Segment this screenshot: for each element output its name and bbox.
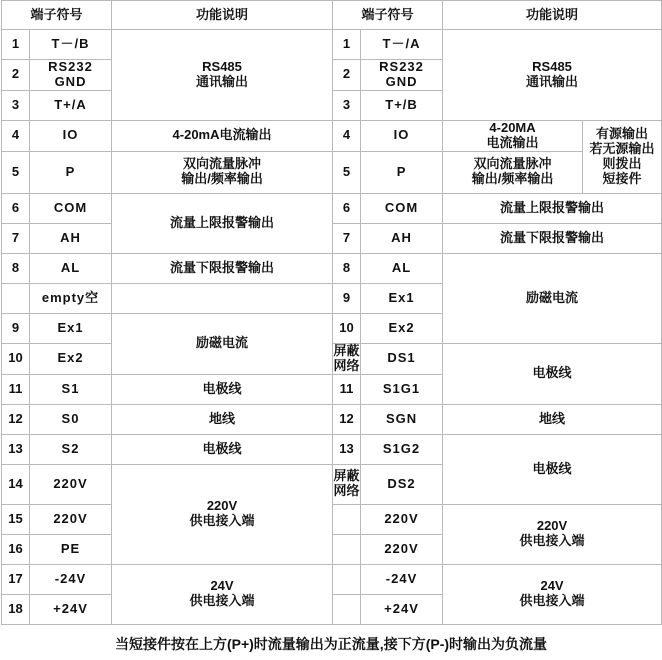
- table-row: [2, 120, 662, 151]
- right-row-symbol: Ex2: [361, 313, 443, 343]
- left-fn-electrode-1: 电极线: [112, 374, 333, 404]
- left-row-symbol: S2: [30, 434, 112, 464]
- table-row: [2, 193, 662, 223]
- left-row-symbol: S1: [30, 374, 112, 404]
- right-row-no: 12: [333, 404, 361, 434]
- left-row-symbol: S0: [30, 404, 112, 434]
- header-right-terminal: 端子符号: [333, 1, 443, 30]
- left-row-no: 6: [2, 193, 30, 223]
- right-row-no: 9: [333, 283, 361, 313]
- table-row: [2, 253, 662, 283]
- right-fn-rs485: RS485 通讯输出: [443, 30, 662, 121]
- right-row-symbol: +24V: [361, 594, 443, 624]
- right-fn-power-24: 24V 供电接入端: [443, 564, 662, 624]
- right-row-no: 屏蔽 网络: [333, 464, 361, 504]
- right-row-no: 10: [333, 313, 361, 343]
- right-fn-pulse: 双向流量脉冲 输出/频率输出: [443, 151, 583, 193]
- right-row-symbol: P: [361, 151, 443, 193]
- left-row-no: [2, 283, 30, 313]
- left-row-symbol: 220V: [30, 464, 112, 504]
- left-row-symbol: P: [30, 151, 112, 193]
- right-fn-ground: 地线: [443, 404, 662, 434]
- left-fn-high-alarm: 流量上限报警输出: [112, 193, 333, 253]
- right-row-no: 7: [333, 223, 361, 253]
- left-row-symbol: IO: [30, 120, 112, 151]
- footer-note: 当短接件按在上方(P+)时流量输出为正流量,接下方(P-)时输出为负流量: [114, 635, 548, 652]
- right-row-symbol: 220V: [361, 504, 443, 534]
- right-row-no: 5: [333, 151, 361, 193]
- left-row-no: 4: [2, 120, 30, 151]
- left-row-symbol: RS232 GND: [30, 60, 112, 91]
- left-fn-empty: [112, 283, 333, 313]
- right-fn-excitation: 励磁电流: [443, 253, 662, 343]
- left-fn-power-24: 24V 供电接入端: [112, 564, 333, 624]
- right-fn-high-alarm: 流量上限报警输出: [443, 193, 662, 223]
- table-row: [2, 434, 662, 464]
- right-row-no: 8: [333, 253, 361, 283]
- right-row-no: 2: [333, 60, 361, 91]
- left-row-no: 7: [2, 223, 30, 253]
- right-row-no: 6: [333, 193, 361, 223]
- left-fn-low-alarm: 流量下限报警输出: [112, 253, 333, 283]
- right-row-symbol: S1G1: [361, 374, 443, 404]
- left-row-no: 18: [2, 594, 30, 624]
- left-row-no: 14: [2, 464, 30, 504]
- right-row-symbol: T－/A: [361, 30, 443, 60]
- right-row-symbol: S1G2: [361, 434, 443, 464]
- right-row-symbol: Ex1: [361, 283, 443, 313]
- left-row-symbol: T－/B: [30, 30, 112, 60]
- right-row-no: 屏蔽 网络: [333, 342, 360, 373]
- table-row: [2, 151, 662, 193]
- header-right-function: 功能说明: [443, 1, 662, 30]
- left-row-no: 5: [2, 151, 30, 193]
- right-row-no: 4: [333, 120, 361, 151]
- left-row-no: 13: [2, 434, 30, 464]
- right-row-no: 1: [333, 30, 361, 60]
- header-left-terminal: 端子符号: [2, 1, 112, 30]
- right-row-no: 3: [333, 90, 361, 120]
- left-row-symbol: COM: [30, 193, 112, 223]
- table-header-row: [2, 1, 662, 30]
- right-row-symbol: AH: [361, 223, 443, 253]
- right-fn-power-220: 220V 供电接入端: [443, 504, 662, 564]
- table-row: [2, 30, 662, 60]
- right-row-no: [333, 594, 361, 624]
- right-row-symbol: DS1: [361, 343, 443, 374]
- table-row: [2, 564, 662, 594]
- left-row-symbol: T+/A: [30, 90, 112, 120]
- right-row-symbol: -24V: [361, 564, 443, 594]
- left-fn-pulse: 双向流量脉冲 输出/频率输出: [112, 151, 333, 193]
- right-fn-electrode-2: 电极线: [443, 434, 662, 504]
- left-row-symbol: +24V: [30, 594, 112, 624]
- left-fn-power-220: 220V 供电接入端: [112, 464, 333, 564]
- right-row-no: 13: [333, 434, 361, 464]
- left-fn-electrode-2: 电极线: [112, 434, 333, 464]
- left-row-no: 1: [2, 30, 30, 60]
- right-fn-source-note: 有源输出 若无源输出 则拨出 短接件: [583, 120, 662, 193]
- left-row-no: 11: [2, 374, 30, 404]
- right-row-symbol: COM: [361, 193, 443, 223]
- right-row-no: [333, 504, 361, 534]
- right-row-no: 11: [333, 374, 361, 404]
- right-row-symbol: AL: [361, 253, 443, 283]
- right-row-no: [333, 564, 361, 594]
- left-row-no: 17: [2, 564, 30, 594]
- left-row-no: 16: [2, 534, 30, 564]
- right-row-symbol: RS232 GND: [361, 60, 443, 91]
- left-row-no: 15: [2, 504, 30, 534]
- right-row-symbol: IO: [361, 120, 443, 151]
- left-row-symbol: PE: [30, 534, 112, 564]
- right-fn-electrode-1: 电极线: [443, 343, 662, 404]
- right-row-symbol: 220V: [361, 534, 443, 564]
- left-row-no: 3: [2, 90, 30, 120]
- right-fn-io: 4-20MA 电流输出: [443, 120, 583, 151]
- right-row-no: [333, 534, 361, 564]
- left-row-symbol: Ex1: [30, 313, 112, 343]
- left-row-symbol: 220V: [30, 504, 112, 534]
- left-row-no: 12: [2, 404, 30, 434]
- left-fn-io: 4-20mA电流输出: [112, 120, 333, 151]
- table-row: [2, 404, 662, 434]
- left-row-no: 9: [2, 313, 30, 343]
- left-row-symbol: empty空: [30, 283, 112, 313]
- left-row-symbol: AL: [30, 253, 112, 283]
- terminal-table: [1, 0, 662, 625]
- left-fn-excitation: 励磁电流: [112, 313, 333, 374]
- left-fn-rs485: RS485 通讯输出: [112, 30, 333, 121]
- left-row-no: 8: [2, 253, 30, 283]
- right-row-symbol: SGN: [361, 404, 443, 434]
- left-row-no: 10: [2, 343, 30, 374]
- header-left-function: 功能说明: [112, 1, 333, 30]
- left-row-no: 2: [2, 60, 30, 91]
- right-row-symbol: DS2: [361, 464, 443, 504]
- right-row-symbol: T+/B: [361, 90, 443, 120]
- left-row-symbol: -24V: [30, 564, 112, 594]
- left-fn-ground: 地线: [112, 404, 333, 434]
- left-row-symbol: AH: [30, 223, 112, 253]
- left-row-symbol: Ex2: [30, 343, 112, 374]
- right-fn-low-alarm: 流量下限报警输出: [443, 223, 662, 253]
